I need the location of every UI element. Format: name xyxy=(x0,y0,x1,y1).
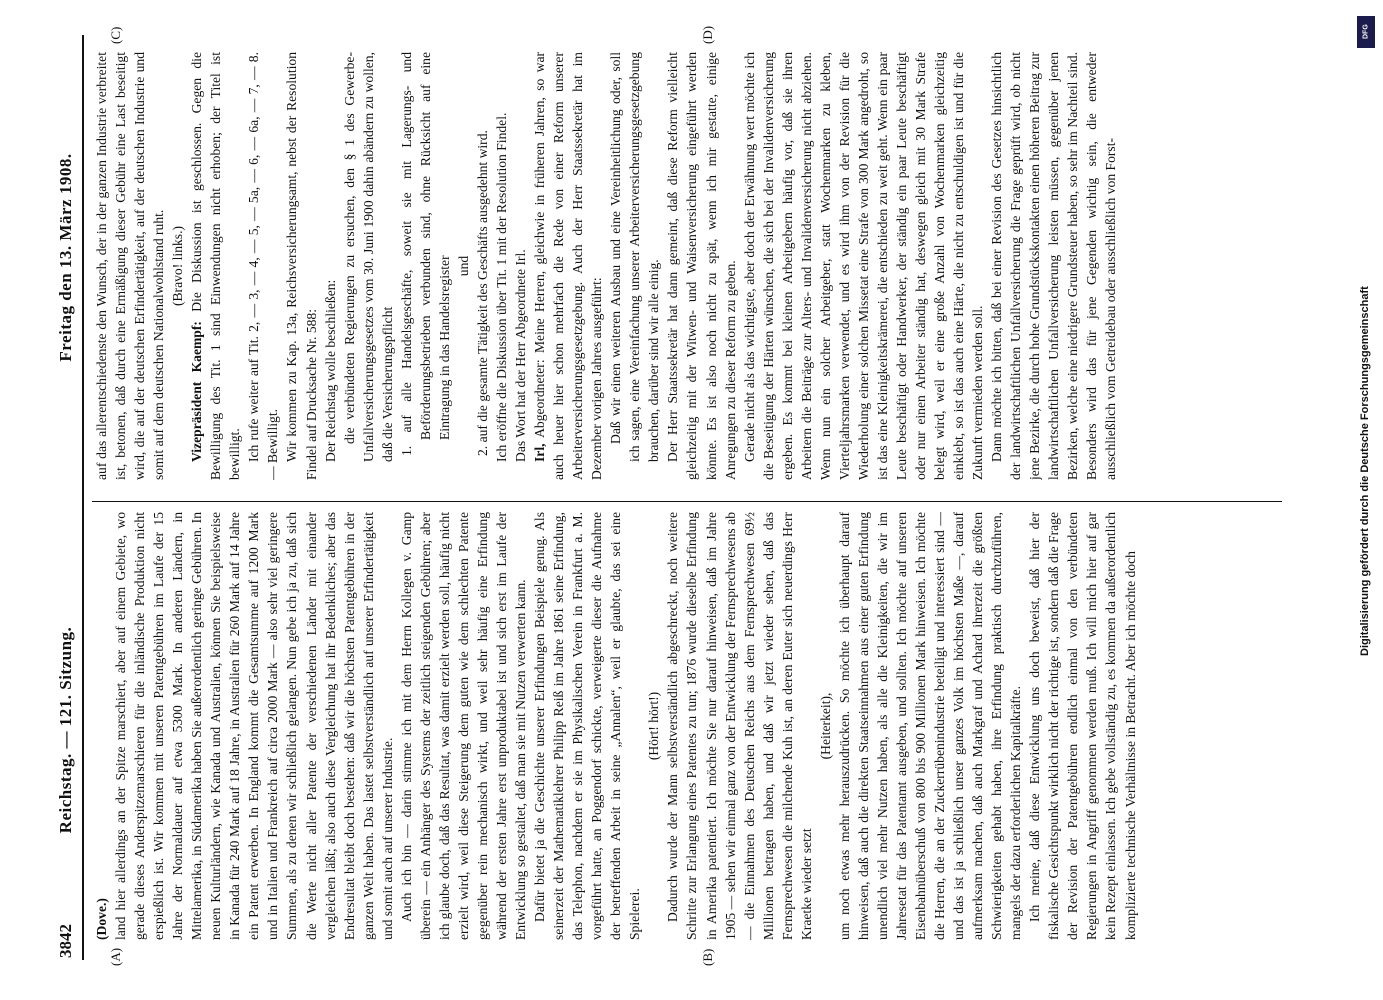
list-item: 2. auf die gesamte Tätigkeit des Geschäfts ausgedehnt wird. xyxy=(474,130,490,456)
header-left-title: Reichstag. — 121. Sitzung. xyxy=(56,626,75,834)
paragraph: die verbündeten Regierungen zu ersuchen, den § 1 des Gewerbe-Unfallversicherungsgesetzes vom 30. Juni 1900 dahin abändern zu wollen, daß die Versicherungspflicht xyxy=(341,52,395,462)
paragraph: auf das allerentschiedenste den Wunsch, der in der ganzen Industrie verbreitet ist, betonen, daß durch eine Ermäßigung dieser Gebühr eine Last beseitigt wird, die auf der deutschen Erfindertätigkeit, auf der deutschen Industrie und somit auf dem deutschen Nationalwohlstand ruht. xyxy=(94,52,167,480)
paragraph xyxy=(530,52,606,480)
interjection: (Bravo! links.) xyxy=(170,225,186,307)
list-item: 1. auf alle Handelsgeschäfte, soweit sie mit Lagerungs- und Beförderungsbetrieben verbunden sind, ohne Rücksicht auf eine Eintragung in das Handelsregister xyxy=(398,52,452,456)
speaker-name: Vizepräsident Kaempf: xyxy=(189,321,205,462)
page-header xyxy=(52,35,84,960)
paragraph: Der Reichstag wolle beschließen: xyxy=(322,279,338,462)
dfg-attribution-text: Digitalisierung gefördert durch die Deutsche Forschungsgemeinschaft xyxy=(1359,286,1371,656)
header-right-title: Freitag den 13. März 1908. xyxy=(56,153,75,362)
speaker-tag: (Dove.) xyxy=(94,898,109,940)
paragraph: um noch etwas mehr herauszudrücken. So möchte ich überhaupt darauf hinweisen, daß auch die direkten Staatseinnahmen aus einer guten Erfindung unendlich viel mehr Nutzen haben, als alle die Kleinigkeiten, die wir im Jahresetat für das Patentamt ausgeben, und sollten. Ich möchte auf unseren Eisenbahnüberschuß von 800 bis 900 Millionen Mark hinweisen. Ich möchte die Herren, die an der Zuckerrübenindustrie beteiligt und interessiert sind — und das ist ja schließlich unser ganzes Volk im höchsten Maße —, darauf aufmerksam machen, daß auch Markgraf und Achard ihrerzeit die größten Schwierigkeiten gehabt haben, ihre Erfindung praktisch durchzuführen, mangels der dazu erforderlichen Kapitalkräfte. xyxy=(836,512,1024,940)
left-column xyxy=(92,512,1277,940)
speech-text: Die Diskussion ist geschlossen. Gegen die Bewilligung des Tit. 1 sind Einwendungen nicht erhoben; der Titel ist bewilligt. xyxy=(189,52,243,480)
paragraph: Auch ich bin — darin stimme ich mit dem Herrn Kollegen v. Gamp überein — ein Anhänger des Systems der zeitlich steigenden Gebühren; aber ich glaube doch, daß das Resultat, was damit erzielt werden soll, häufig nicht erzielt wird, weil diese Steigerung dem guten wie dem schlechten Patente gegenüber rein mechanisch wirkt, und weil sehr häufig eine Erfindung während der ersten Jahre erst unproduktabel ist und sich erst im Laufe der Entwicklung so gestaltet, daß man sie mit Nutzen verwerten kann. xyxy=(398,512,529,940)
paragraph: land hier allerdings an der Spitze marschiert, aber auf einem Gebiete, wo gerade dieses Anderspitzemarschieren für die inländische Produktion nicht erspießlich ist. Wir kommen mit unseren Patentgebühren im Laufe der 15 Jahre der Normaldauer auf etwa 5300 Mark. In anderen Ländern, in Mittelamerika, in Südamerika haben Sie außerordentlich geringe Gebühren. In neuen Kulturländern, wie Kanada und Australien, können Sie beispielsweise in Kanada für 240 Mark auf 18 Jahre, in Australien für 260 Mark auf 14 Jahre ein Patent erwerben. In England kommt die Gesamtsumme auf 1200 Mark und in Italien und Frankreich auf circa 2000 Mark — also sehr viel geringere Summen, als zu denen wir schließlich gelangen. Nun gebe ich ja zu, daß sich die Werte nicht aller Patente der verschiedenen Länder mit einander vergleichen läßt; also auch diese Vergleichung hat ihr Bedenkliches; aber das Endresultat bleibt doch bestehen: daß wir die höchsten Patentgebühren in der ganzen Welt haben. Das lastet selbstverständlich auf unserer Erfindertätigkeit und somit auch auf unserer Industrie. xyxy=(113,512,395,940)
margin-mark-a: (A) xyxy=(108,947,123,966)
quotation: Daß wir einen weiteren Ausbau und eine Vereinheitlichung oder, soll ich sagen, eine Vereinfachung unserer Arbeiterversicherungsgesetzgebung brauchen, darüber sind wir alle einig. xyxy=(608,52,662,462)
paragraph: Ich eröffne die Diskussion über Tit. 1 mit der Resolution Findel. xyxy=(493,112,509,462)
speech-text: Abgeordneter: Meine Herren, gleichwie in früheren Jahren, so war auch heuer hier schon mehrfach die Rede von einer Reform unserer Arbeiterversicherungsgesetzgebung. Auch der Herr Staatssekretär hat im Dezember vorigen Jahres ausgeführt: xyxy=(532,52,605,480)
margin-mark-b: (B) xyxy=(700,948,715,966)
right-column xyxy=(92,52,1277,480)
column-divider xyxy=(92,501,1282,502)
paragraph xyxy=(187,52,244,480)
paragraph: Das Wort hat der Herr Abgeordnete Irl. xyxy=(513,249,529,462)
interjection: (Heiterkeit), xyxy=(817,692,833,760)
paragraph: Ich rufe weiter auf Tit. 2, — 3, — 4, — 5, — 5a, — 6, — 6a, — 7, — 8. — Bewilligt. xyxy=(246,52,281,480)
dfg-attribution xyxy=(1355,10,1379,656)
paragraph: Ich meine, daß diese Entwicklung uns doch beweist, daß hier der fiskalische Gesichtspunkt wirklich nicht der richtige ist, sondern daß die Frage der Revision der Patentgebühren endlich einmal von den verbündeten Regierungen in Angriff genommen werden muß. Ich will mich hier auf gar kein Rezept einlassen. Ich gebe vollständig zu, es kommen da außerordentlich komplizierte technische Verhältnisse in Betracht. Aber ich möchte doch xyxy=(1027,512,1138,940)
paragraph: Gerade nicht als das wichtigste, aber doch der Erwähnung wert möchte ich die Beseitigung der Härten wünschen, die sich bei der Invalidenversicherung ergeben. Es kommt bei kleinen Arbeitgebern häufig vor, daß sie ihren Arbeitern die Beiträge zur Alters- und Invalidenversicherung nicht abziehen. Wenn nun ein solcher Arbeitgeber, statt Wochenmarken zu kleben, Vierteljahrsmarken verwendet, und es wird ihm von der Revision für die Wiederholung einer solchen Missetat eine Strafe von 300 Mark angedroht, so ist das eine Kleinigkeitskrämerei, die entschieden zu weit geht. Wenn ein paar Leute beschäftigt oder Handwerker, der ständig ein paar Leute beschäftigt oder nur einen Arbeiter ständig hat, deswegen gleich mit 30 Mark Strafe belegt wird, weil er eine große Anzahl von Wochenmarken gleichzeitig einklebt, so ist das auch eine Härte, die nicht zu entschuldigen ist und für die Zukunft vermieden werden soll. xyxy=(741,52,986,480)
page-number: 3842 xyxy=(56,924,75,958)
margin-mark-d: (D) xyxy=(700,25,715,44)
paragraph: Dann möchte ich bitten, daß bei einer Revision des Gesetzes hinsichtlich der landwirtschaftlichen Unfallversicherung die Frage geprüft wird, ob nicht jene Bezirke, die durch hohe Grundstückskontakten einen höheren Beitrag zur landwirtschaftlichen Unfallversicherung leisten müssen, gegenüber jenen Bezirken, welche eine niedrigere Grundsteuer haben, so sehr im Nachteil sind. Besonders wird das für jene Gegenden wichtig sein, die entweder ausschließlich vom Getreidebau oder ausschließlich von Forst- xyxy=(989,52,1119,480)
speaker-name: Irl, xyxy=(532,443,548,462)
interjection: (Hört! hört!) xyxy=(646,691,662,761)
paragraph: Dafür bietet ja die Geschichte unserer Erfindungen Beispiele genug. Als seinerzeit der Mathematiklehrer Philipp Reiß im Jahre 1861 seine Erfindung, das Telephon, nachdem er sie im Physikalischen Verein in Frankfurt a. M. vorgeführt hatte, an Poggendorf schickte, verweigerte dieser die Aufnahme der betreffenden Arbeit in seine „Annalen“, weil er glaubte, das sei eine Spielerei. xyxy=(532,512,643,940)
margin-mark-c: (C) xyxy=(108,26,123,44)
paragraph: Der Herr Staatssekretär hat dann gemeint, daß diese Reform vielleicht gleichzeitig mit der Witwen- und Waisenversicherung eingeführt werden könnte. Es ist also noch nicht zu spät, wenn ich mir gestatte, einige Anregungen zu dieser Reform zu geben. xyxy=(665,52,738,480)
conjunction: und xyxy=(455,255,471,277)
paragraph: Wir kommen zu Kap. 13a, Reichsversicherungsamt, nebst der Resolution Findel auf Drucksache Nr. 588: xyxy=(284,52,319,480)
dfg-logo: DFG xyxy=(1357,16,1375,48)
paragraph: Dadurch wurde der Mann selbstverständlich abgeschreckt, noch weitere Schritte zur Erlangung eines Patentes zu tun; 1876 wurde dieselbe Erfindung in Amerika patentiert. Ich möchte Sie nur darauf hinweisen, daß im Jahre 1905 — sehen wir einmal ganz von der Entwicklung der Fernsprechwesens ab — die Einnahmen des Deutschen Reichs aus dem Fernsprechwesen 69½ Millionen betragen haben, und daß wir jetzt wieder sehen, daß das Fernsprechwesen die milchende Kuh ist, an deren Euter sich neuerdings Herr Kraetke wieder setzt xyxy=(665,512,814,940)
